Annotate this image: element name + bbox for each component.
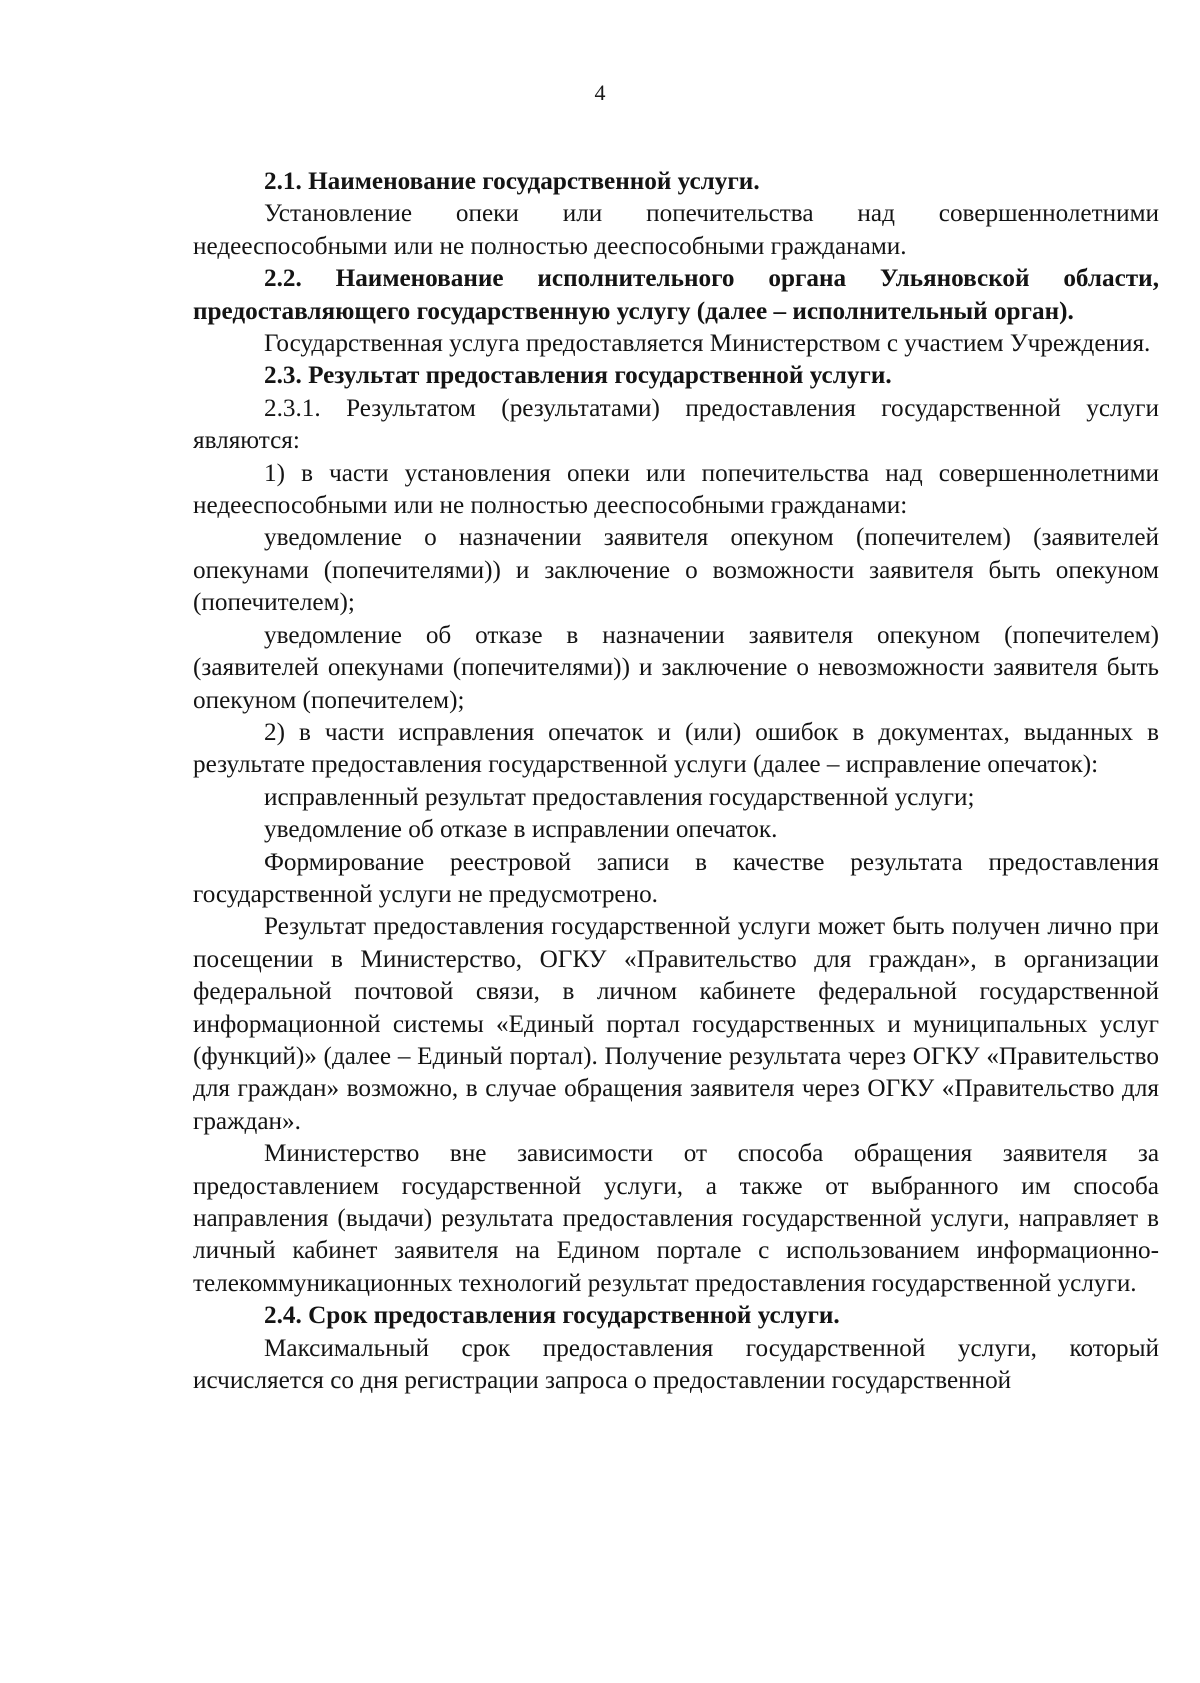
body-paragraph: Максимальный срок предоставления государственной услуги, который исчисляется со дня регистрации запроса о предоставлении государственной [193, 1334, 1159, 1395]
body-paragraph: исправленный результат предоставления государственной услуги; [264, 783, 975, 811]
body-paragraph: Министерство вне зависимости от способа обращения заявителя за предоставлением государственной услуги, а также от выбранного им способа направления (выдачи) результата предоставления государственной услуги, направляет в личный кабинет заявителя на Едином портале с использованием информационно-телекоммуникационных технологий результат предоставления государственной услуги. [193, 1140, 1159, 1297]
body-paragraph: 2) в части исправления опечаток и (или) ошибок в документах, выданных в результате предоставления государственной услуги (далее – исправление опечаток): [193, 718, 1159, 779]
section-heading: 2.1. Наименование государственной услуги. [264, 168, 760, 195]
section-heading: 2.4. Срок предоставления государственной услуги. [264, 1302, 840, 1330]
body-paragraph: уведомление о назначении заявителя опекуном (попечителем) (заявителей опекунами (попечителями)) и заключение о возможности заявителя быть опекуном (попечителем); [193, 524, 1159, 617]
body-paragraph: уведомление об отказе в исправлении опечаток. [264, 816, 778, 844]
document-body [193, 166, 1159, 1397]
section-heading: 2.2. Наименование исполнительного органа Ульяновской области, предоставляющего государственную услугу (далее – исполнительный орган). [193, 265, 1159, 325]
body-paragraph: 2.3.1. Результатом (результатами) предоставления государственной услуги являются: [193, 394, 1159, 455]
body-paragraph: Формирование реестровой записи в качестве результата предоставления государственной услуги не предусмотрено. [193, 848, 1159, 908]
page-number: 4 [594, 80, 606, 105]
body-paragraph: Установление опеки или попечительства над совершеннолетними недееспособными или не полностью дееспособными гражданами. [193, 200, 1159, 260]
body-paragraph: Государственная услуга предоставляется Министерством с участием Учреждения. [264, 330, 1151, 358]
body-paragraph: Результат предоставления государственной услуги может быть получен лично при посещении в Министерство, ОГКУ «Правительство для граждан», в организации федеральной почтовой связи, в личном кабинете федеральной государственной информационной системы «Единый портал государственных и муниципальных услуг (функций)» (далее – Единый портал). Получение результата через ОГКУ «Правительство для граждан» возможно, в случае обращения заявителя через ОГКУ «Правительство для граждан». [193, 913, 1159, 1135]
body-paragraph: уведомление об отказе в назначении заявителя опекуном (попечителем) (заявителей опекунами (попечителями)) и заключение о невозможности заявителя быть опекуном (попечителем); [193, 621, 1159, 714]
body-paragraph: 1) в части установления опеки или попечительства над совершеннолетними недееспособными или не полностью дееспособными гражданами: [193, 459, 1159, 520]
section-heading: 2.3. Результат предоставления государственной услуги. [264, 362, 892, 390]
